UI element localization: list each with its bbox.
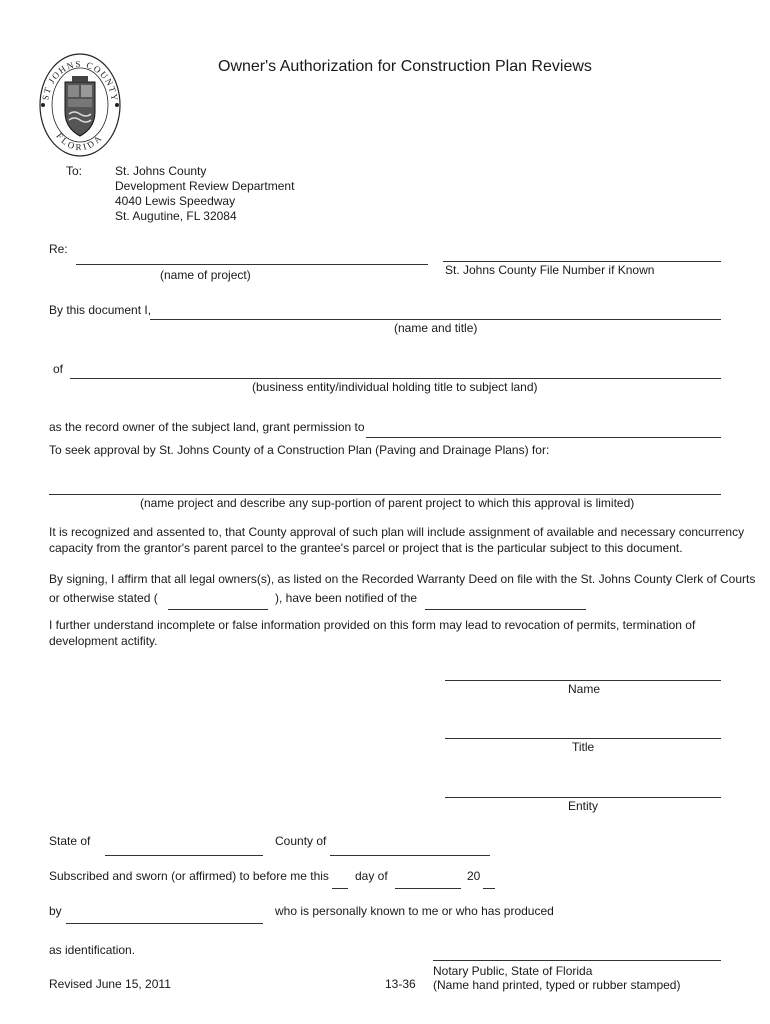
notified-of-field[interactable] [425,609,586,610]
grantee-field[interactable] [366,437,721,438]
identification-label: as identification. [49,943,136,957]
revised-date: Revised June 15, 2011 [49,977,171,991]
sworn-label: Subscribed and sworn (or affirmed) to before me this [49,869,329,883]
year-field[interactable] [483,888,495,889]
signing-line-1: By signing, I affirm that all legal owners(s), as listed on the Recorded Warranty Deed on file with the St. Johns County Clerk of Courts [49,572,756,586]
to-line-2: Development Review Department [115,179,295,193]
otherwise-stated-field[interactable] [168,609,268,610]
signing-line-2a: or otherwise stated ( [49,591,158,605]
project-name-caption: (name of project) [160,268,251,282]
file-number-field[interactable] [443,261,721,262]
concurrency-line-1: It is recognized and assented to, that County approval of such plan will include assignment of available and necessary concurrency [49,525,745,539]
name-title-field[interactable] [150,319,721,320]
project-description-field[interactable] [49,494,721,495]
county-of-label: County of [275,834,327,848]
entity-signature-field[interactable] [445,797,721,798]
signing-line-2b: ), have been notified of the [275,591,418,605]
name-signature-field[interactable] [445,680,721,681]
name-title-caption: (name and title) [394,321,478,335]
name-caption: Name [568,682,601,696]
to-line-4: St. Augutine, FL 32084 [115,209,237,223]
business-entity-caption: (business entity/individual holding title to subject land) [252,380,538,394]
to-line-1: St. Johns County [115,164,207,178]
seal-text-bottom: FLORIDA [54,130,105,153]
seal-text-top: ST JOHNS COUNTY [40,58,121,103]
personally-known-label: who is personally known to me or who has produced [275,904,554,918]
re-label: Re: [49,242,68,256]
business-entity-field[interactable] [70,378,721,379]
concurrency-line-2: capacity from the grantor's parent parcel to the grantee's parcel or project that is the particular subject to this document. [49,541,683,555]
project-name-field[interactable] [76,264,428,265]
county-seal-logo [38,52,122,158]
form-number: 13-36 [385,977,416,991]
day-of-label: day of [355,869,388,883]
day-number-field[interactable] [332,888,348,889]
state-field[interactable] [105,855,263,856]
understand-line-2: development actifity. [49,634,158,648]
state-of-label: State of [49,834,91,848]
title-caption: Title [572,740,595,754]
of-label: of [53,362,64,376]
by-label: by [49,904,62,918]
to-line-3: 4040 Lewis Speedway [115,194,236,208]
file-number-caption: St. Johns County File Number if Known [445,263,655,277]
sworn-by-field[interactable] [66,923,263,924]
page-title: Owner's Authorization for Construction Plan Reviews [218,58,592,75]
title-signature-field[interactable] [445,738,721,739]
entity-caption: Entity [568,799,599,813]
by-document-label: By this document I, [49,303,152,317]
approval-text: To seek approval by St. Johns County of a Construction Plan (Paving and Drainage Plans) for: [49,443,550,457]
month-field[interactable] [395,888,461,889]
project-description-caption: (name project and describe any sup-portion of parent project to which this approval is limited) [140,496,635,510]
notary-signature-field[interactable] [433,960,721,961]
permission-text: as the record owner of the subject land, grant permission to [49,420,365,434]
understand-line-1: I further understand incomplete or false information provided on this form may lead to revocation of permits, termination of [49,618,696,632]
to-label: To: [66,164,83,178]
year-prefix-label: 20 [467,869,481,883]
county-field[interactable] [330,855,490,856]
notary-public-label: Notary Public, State of Florida [433,964,593,978]
notary-name-caption: (Name hand printed, typed or rubber stamped) [433,978,681,992]
